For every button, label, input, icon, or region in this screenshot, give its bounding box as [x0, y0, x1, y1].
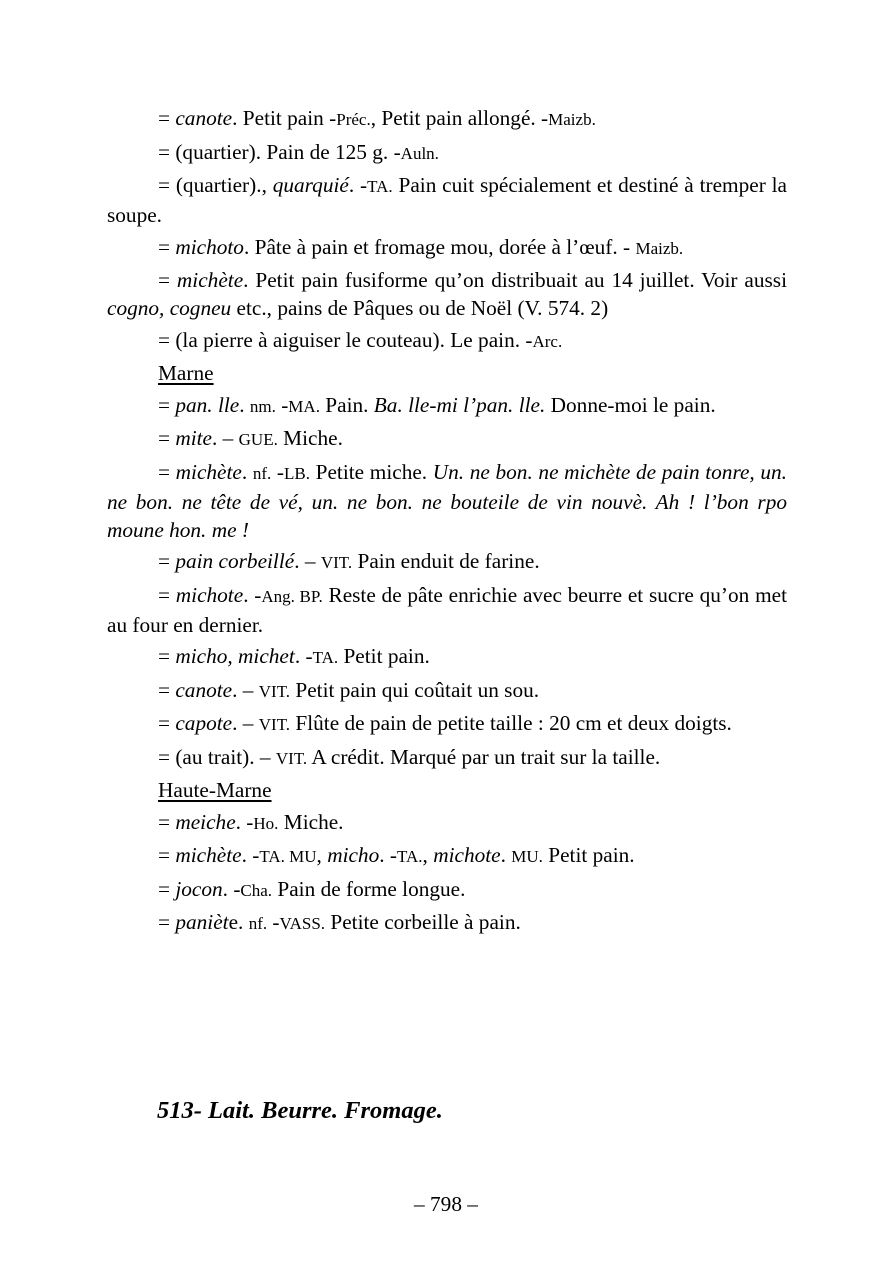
source-abbreviation: GUE.: [238, 430, 278, 449]
source-abbreviation: Auln.: [400, 143, 439, 163]
entry-text: Pain cuit spécialement et destiné à tremper la soupe.: [107, 173, 787, 227]
entry-text: , Petit pain allongé. -: [370, 106, 549, 130]
entry-text: = (la pierre à aiguiser le couteau). Le pain. -: [158, 327, 533, 352]
dictionary-entry: [107, 676, 787, 706]
entry-text: -: [267, 910, 280, 934]
dialect-term: capote: [175, 711, 233, 735]
entry-text: Miche.: [277, 426, 343, 450]
entry-text: Petit pain.: [542, 843, 635, 867]
entry-text: Donne-moi le pain.: [545, 392, 716, 417]
dictionary-entry: [107, 875, 787, 905]
dictionary-entry: [107, 233, 787, 263]
dictionary-entry: [107, 458, 787, 544]
dialect-term: meiche: [175, 809, 236, 834]
source-abbreviation: VIT.: [275, 748, 308, 768]
dictionary-entry: [107, 266, 787, 322]
dialect-term: mite: [175, 426, 213, 450]
dialect-term: pan. lle: [175, 392, 240, 417]
dialect-term: micho, michet: [175, 644, 295, 668]
dialect-term: michote: [433, 843, 501, 867]
source-abbreviation: nm.: [249, 396, 276, 416]
source-abbreviation: MU.: [511, 847, 543, 866]
dialect-term: michète: [175, 843, 242, 867]
dictionary-entries: [107, 104, 787, 942]
entry-text: =: [158, 677, 176, 702]
region-heading: [158, 776, 787, 804]
dictionary-entry: [107, 171, 787, 229]
source-abbreviation: Préc.: [336, 110, 371, 129]
dialect-term: panièt: [175, 910, 229, 934]
entry-text: . –: [232, 711, 259, 735]
entry-text: =: [158, 234, 176, 259]
entry-text: . -: [243, 582, 262, 607]
entry-text: =: [158, 268, 177, 292]
source-abbreviation: VIT.: [258, 681, 291, 701]
source-abbreviation: TA.: [367, 177, 393, 196]
dictionary-entry: [107, 808, 787, 838]
region-heading: [158, 359, 787, 387]
entry-text: ,: [422, 843, 434, 867]
source-abbreviation: TA.: [396, 847, 423, 866]
entry-text: . –: [232, 677, 259, 702]
dictionary-entry: [107, 841, 787, 871]
source-abbreviation: Ho.: [253, 813, 279, 833]
dialect-term: Ba. lle-mi l’pan. lle.: [373, 392, 546, 417]
entry-text: Flûte de pain de petite taille : 20 cm et deux doigts.: [290, 711, 732, 735]
source-abbreviation: Cha.: [240, 880, 273, 900]
dictionary-entry: [107, 104, 787, 134]
entry-text: =: [158, 426, 176, 450]
dialect-term: quarquié: [272, 173, 349, 197]
source-abbreviation: VIT.: [320, 553, 353, 572]
entry-text: =: [158, 876, 176, 901]
dialect-term: michète: [175, 459, 242, 484]
source-abbreviation: Ang. BP.: [261, 586, 323, 606]
entry-text: = (au trait). –: [158, 744, 276, 769]
entry-text: Petite miche.: [310, 459, 433, 484]
source-abbreviation: MA.: [288, 396, 320, 416]
entry-text: . Petit pain fusiforme qu’on distribuait au 14 juillet. Voir aussi: [243, 268, 787, 292]
source-abbreviation: nf.: [252, 463, 272, 483]
source-abbreviation: Arc.: [532, 331, 563, 351]
entry-text: = (quartier). Pain de 125 g. -: [158, 139, 401, 164]
entry-text: Petite corbeille à pain.: [325, 910, 521, 934]
entry-text: ,: [316, 843, 328, 867]
entry-text: . –: [212, 426, 239, 450]
entry-text: =: [158, 711, 176, 735]
entry-text: Pain enduit de farine.: [352, 549, 540, 573]
entry-text: =: [158, 459, 176, 484]
dialect-term: michoto: [175, 234, 244, 259]
entry-text: Pain de forme longue.: [272, 876, 466, 901]
entry-text: . Petit pain -: [232, 106, 337, 130]
entry-text: . -: [235, 809, 254, 834]
dialect-term: Un. ne bon. ne michète de pain tonre, un. ne bon. ne tête de vé, un. ne bon. ne bouteile de vin nouvè. Ah ! l’bon rpo moune hon. me !: [107, 459, 787, 542]
entry-text: =: [158, 392, 176, 417]
dialect-term: michote: [175, 582, 244, 607]
entry-text: =: [158, 582, 176, 607]
dictionary-entry: [107, 581, 787, 639]
entry-text: e.: [228, 910, 249, 934]
entry-text: Miche.: [278, 809, 344, 834]
source-abbreviation: nf.: [248, 914, 268, 933]
entry-text: . Pâte à pain et fromage mou, dorée à l’œuf. -: [243, 234, 636, 259]
source-abbreviation: TA. MU: [259, 847, 317, 866]
dialect-term: jocon: [175, 876, 223, 901]
entry-text: =: [158, 549, 176, 573]
entry-text: = (quartier).,: [158, 173, 273, 197]
entry-text: =: [158, 910, 176, 934]
entry-text: .: [239, 392, 250, 417]
entry-text: Reste de pâte enrichie avec beurre et sucre qu’on met au four en dernier.: [107, 582, 788, 637]
section-title: 513- Lait. Beurre. Fromage.: [157, 1097, 443, 1124]
entry-text: Petit pain.: [338, 644, 430, 668]
entry-text: =: [158, 106, 176, 130]
dictionary-entry: [107, 391, 787, 421]
entry-text: .: [500, 843, 512, 867]
entry-text: A crédit. Marqué par un trait sur la taille.: [307, 744, 661, 769]
dialect-term: pain corbeillé: [175, 549, 295, 573]
dictionary-entry: [107, 743, 787, 773]
region-label: Haute-Marne: [158, 778, 272, 802]
entry-text: Petit pain qui coûtait un sou.: [290, 677, 540, 702]
entry-text: Pain.: [319, 392, 374, 417]
page-number: – 798 –: [414, 1192, 478, 1216]
entry-text: . -: [379, 843, 397, 867]
source-abbreviation: TA.: [312, 648, 339, 667]
dialect-term: canote: [175, 677, 233, 702]
source-abbreviation: Maizb.: [548, 110, 596, 129]
dictionary-entry: [107, 547, 787, 577]
dialect-term: micho: [327, 843, 380, 867]
entry-text: . -: [294, 644, 313, 668]
source-abbreviation: Maizb.: [635, 238, 684, 258]
dialect-term: michète: [176, 268, 244, 292]
entry-text: =: [158, 809, 176, 834]
entry-text: . –: [294, 549, 321, 573]
region-label: Marne: [158, 361, 214, 385]
entry-text: -: [271, 459, 285, 484]
dictionary-entry: [107, 138, 787, 168]
source-abbreviation: VASS.: [279, 914, 326, 933]
dictionary-entry: [107, 424, 787, 454]
source-abbreviation: LB.: [284, 463, 310, 483]
dictionary-entry: [107, 908, 787, 938]
dialect-term: cogno, cogneu: [107, 296, 232, 320]
entry-text: etc., pains de Pâques ou de Noël (V. 574. 2): [231, 296, 609, 320]
dictionary-entry: [107, 642, 787, 672]
dictionary-entry: [107, 709, 787, 739]
entry-text: .: [241, 459, 253, 484]
entry-text: . -: [222, 876, 241, 901]
dialect-term: canote: [175, 106, 233, 130]
dictionary-entry: [107, 326, 787, 356]
entry-text: . -: [241, 843, 260, 867]
source-abbreviation: VIT.: [258, 715, 291, 734]
entry-text: -: [275, 392, 289, 417]
entry-text: =: [158, 644, 176, 668]
entry-text: . -: [348, 173, 368, 197]
entry-text: =: [158, 843, 176, 867]
